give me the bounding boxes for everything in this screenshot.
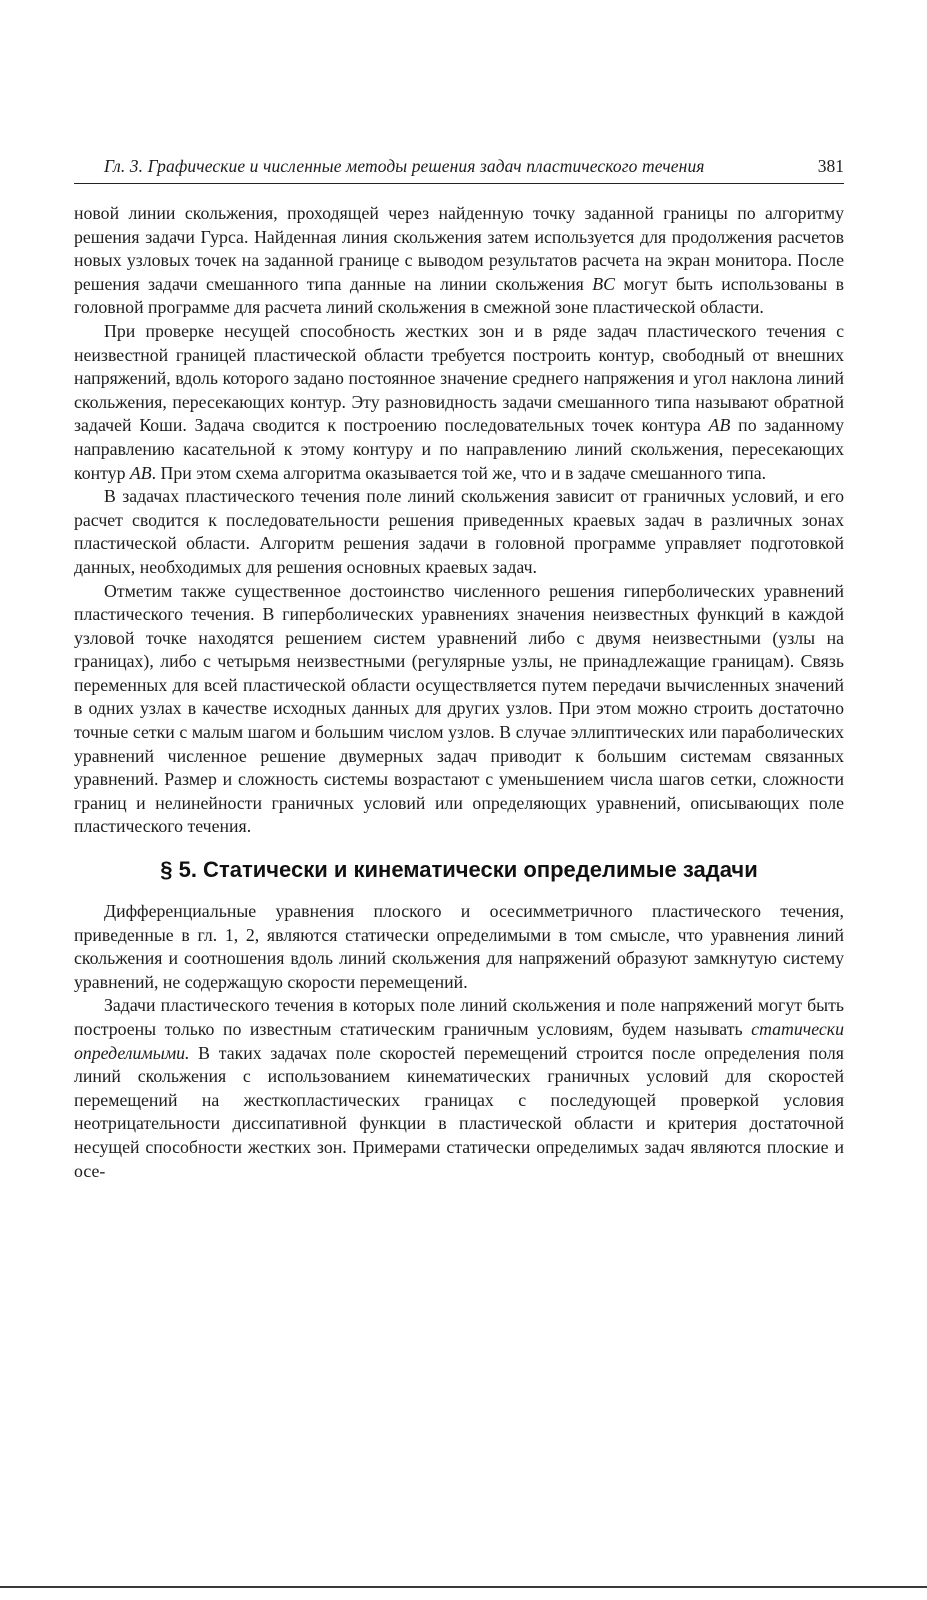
defined-term: статически определимыми.: [74, 1019, 844, 1063]
math-symbol-bc: BC: [592, 273, 615, 294]
page-number: 381: [817, 156, 844, 176]
body-text: [74, 202, 844, 1183]
section-paragraph-2-rest: В таких задачах поле скоростей перемещений строится после определения поля линий скольжения с использованием кинематических граничных условий для скоростей перемещений на жесткопластических границах с последующей проверкой условия неотрицательности диссипативной функции в пластической области и критерия достаточной несущей способности жестких зон. Примерами статически определимых задач являются плоские и осе-: [74, 1042, 844, 1181]
running-header: [74, 155, 844, 184]
section-paragraph-2: [74, 994, 844, 1183]
paragraph-1-text: новой линии скольжения, проходящей через найденную точку заданной границы по алгоритму решения задачи Гурса. Найденная линия скольжения затем используется для продолжения расчетов новых узловых точек на заданной границе с выводом результатов расчета на экран монитора. После решения задачи смешанного типа данные на линии скольжения BC могут быть использованы в головной программе для расчета линий скольжения в смежной зоне пластической области.: [74, 203, 844, 318]
paragraph-3-text: В задачах пластического течения поле линий скольжения зависит от граничных условий, и его расчет сводится к последовательности решения приведенных краевых задач в различных зонах пластической области. Алгоритм решения задачи в головной программе управляет подготовкой данных, необходимых для решения основных краевых задач.: [74, 486, 844, 577]
section-paragraph-2-lead: Задачи пластического течения в которых поле линий скольжения и поле напряжений могут быть построены только по известным статическим граничным условиям, будем называть: [74, 995, 844, 1039]
paragraph-3: [74, 485, 844, 579]
section-paragraph-1-text: Дифференциальные уравнения плоского и осесимметричного пластического течения, приведенные в гл. 1, 2, являются статически определимыми в том смысле, что уравнения линий скольжения и соотношения вдоль линий скольжения для напряжений образуют замкнутую систему уравнений, не содержащую скорости перемещений.: [74, 901, 844, 992]
math-symbol-ab: AB: [129, 462, 152, 483]
section-paragraph-1: [74, 900, 844, 994]
scan-bottom-edge: [0, 1586, 927, 1588]
paragraph-2: [74, 320, 844, 485]
paragraph-4: [74, 580, 844, 840]
paragraph-1: [74, 202, 844, 320]
paragraph-4-text: Отметим также существенное достоинство численного решения гиперболических уравнений пластического течения. В гиперболических уравнениях значения неизвестных функций в каждой узловой точке находятся решением систем уравнений либо с двумя неизвестными (узлы на границах), либо с четырьмя неизвестными (регулярные узлы, не принадлежащие границам). Связь переменных для всей пластической области осуществляется путем передачи вычисленных значений в одних узлах в качестве исходных данных для других узлов. При этом можно строить достаточно точные сетки с малым шагом и большим числом узлов. В случае эллиптических или параболических уравнений численное решение двумерных задач приводит к большим системам связанных уравнений. Размер и сложность системы возрастают с уменьшением числа шагов сетки, сложности границ и нелинейности граничных условий или определяющих уравнений, описывающих поле пластического течения.: [74, 580, 844, 837]
running-title: Гл. 3. Графические и численные методы решения задач пластического течения: [104, 156, 705, 176]
math-symbol-ab: AB: [708, 415, 731, 436]
paragraph-2-text: При проверке несущей способность жестких зон и в ряде задач пластического течения с неизвестной границей пластической области требуется построить контур, свободный от внешних напряжений, вдоль которого задано постоянное значение среднего напряжения и угол наклона линий скольжения, пересекающих контур. Эту разновидность задачи смешанного типа называют обратной задачей Коши. Задача сводится к построению последовательных точек контура AB по заданному направлению касательной к этому контуру и по направлению линий скольжения, пересекающих контур AB. При этом схема алгоритма оказывается той же, что и в задаче смешанного типа.: [74, 320, 844, 483]
section-heading: § 5. Статически и кинематически определимые задачи: [160, 857, 758, 883]
